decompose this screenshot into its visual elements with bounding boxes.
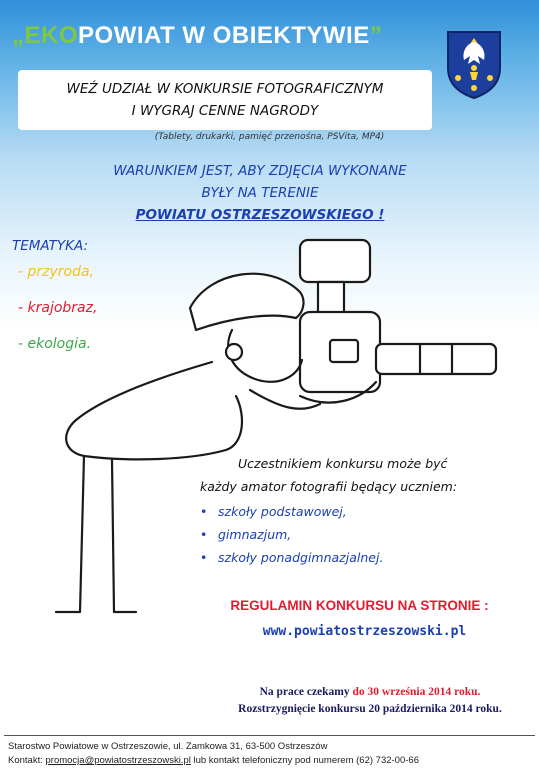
county-name: POWIATU OSTRZESZOWSKIEGO !: [135, 207, 385, 223]
condition-text: [0, 160, 520, 226]
participants-block: [200, 452, 539, 569]
topic-item: - ekologia.: [18, 336, 92, 352]
list-item: [200, 523, 539, 546]
banner-line-1: WEŹ UDZIAŁ W KONKURSIE FOTOGRAFICZNYM: [66, 81, 384, 97]
result-date-line: Rozstrzygnięcie konkursu 20 października 2014 roku.: [238, 703, 502, 715]
bullet-icon: •: [200, 504, 208, 519]
footer-divider: [4, 735, 535, 736]
school-type: szkoły ponadgimnazjalnej.: [218, 550, 384, 565]
condition-line-1: WARUNKIEM JEST, ABY ZDJĘCIA WYKONANE: [113, 163, 407, 179]
poster-title: [12, 22, 432, 50]
title-quote-close: ”: [369, 22, 383, 49]
county-coat-of-arms-icon: [444, 28, 504, 100]
dates-block: [210, 684, 530, 718]
contact-prefix: Kontakt:: [8, 755, 46, 766]
footer-contact: [8, 754, 533, 768]
deadline-prefix: Na prace czekamy: [259, 686, 353, 698]
participants-line-2: każdy amator fotografii będący uczniem:: [200, 479, 458, 494]
school-type: szkoły podstawowej,: [218, 504, 347, 519]
rules-url-link[interactable]: www.powiatostrzeszowski.pl: [262, 624, 467, 639]
contact-email-link[interactable]: promocja@powiatostrzeszowski.pl: [45, 755, 191, 766]
banner-line-2: I WYGRAJ CENNE NAGRODY: [131, 103, 319, 119]
school-type: gimnazjum,: [218, 527, 292, 542]
bullet-icon: •: [200, 550, 208, 565]
title-quote-open: „: [12, 22, 25, 49]
title-eko: EKO: [24, 22, 79, 49]
contact-phone: lub kontakt telefoniczny pod numerem (62) 732-00-66: [190, 755, 419, 766]
topic-item: - krajobraz,: [18, 300, 98, 316]
bullet-icon: •: [200, 527, 208, 542]
footer: [8, 740, 533, 768]
banner-text: [18, 78, 432, 122]
participants-line-1: Uczestnikiem konkursu może być: [238, 456, 448, 471]
footer-address: Starostwo Powiatowe w Ostrzeszowie, ul. Zamkowa 31, 63-500 Ostrzeszów: [8, 741, 328, 752]
headline-banner: [18, 70, 432, 130]
topic-item: - przyroda,: [18, 264, 95, 280]
list-item: [200, 500, 539, 523]
title-rest: POWIAT W OBIEKTYWIE: [78, 22, 370, 49]
prizes-list: (Tablety, drukarki, pamięć przenośna, PSVita, MP4): [154, 132, 385, 142]
list-item: [200, 546, 539, 569]
deadline-line: [210, 684, 530, 701]
rules-label: REGULAMIN KONKURSU NA STRONIE :: [230, 598, 489, 613]
condition-line-2: BYŁY NA TERENIE: [201, 185, 319, 201]
topics-heading: TEMATYKA:: [12, 238, 89, 254]
deadline-date: do 30 września 2014 roku.: [352, 686, 481, 698]
school-list: [200, 500, 539, 569]
